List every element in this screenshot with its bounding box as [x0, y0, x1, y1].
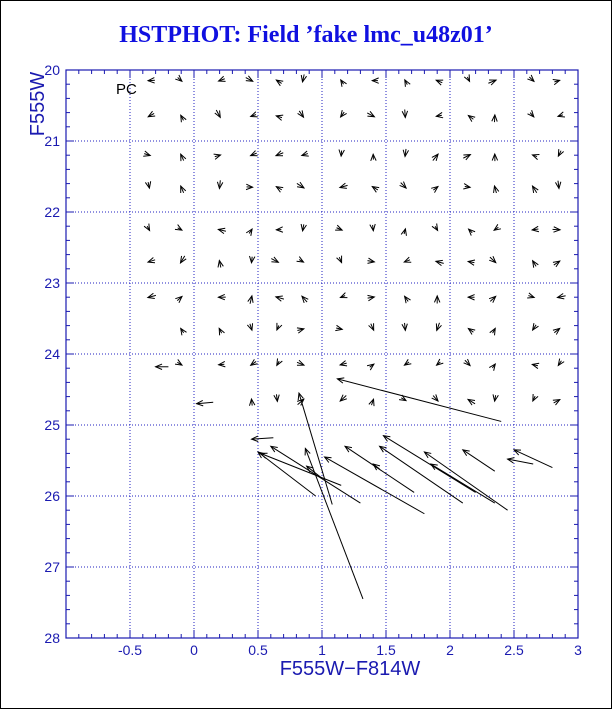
small-vector: [494, 224, 501, 230]
small-vector: [335, 225, 342, 230]
vector-head: [175, 225, 182, 231]
small-vector: [402, 110, 407, 118]
small-vector: [372, 187, 379, 193]
small-vector: [402, 323, 407, 330]
small-vector: [175, 297, 182, 303]
small-vector: [297, 182, 304, 188]
small-vector: [274, 394, 279, 401]
small-vector: [558, 112, 565, 117]
long-vector: [261, 453, 342, 485]
vector-head: [532, 363, 539, 368]
vector-head: [533, 261, 539, 268]
vector-head: [335, 225, 342, 230]
small-vector: [431, 187, 438, 193]
grid-lines: [66, 70, 578, 638]
vector-head: [533, 323, 539, 330]
chart-title: HSTPHOT: Field ’fake lmc_u48z01’: [119, 22, 493, 48]
small-vector: [251, 151, 258, 156]
small-vector: [148, 293, 156, 298]
small-vector: [405, 296, 411, 303]
vector-head: [553, 80, 560, 85]
small-vector: [301, 74, 306, 81]
small-vector: [468, 295, 474, 300]
small-vector: [218, 261, 223, 268]
small-vector: [367, 111, 374, 116]
small-vector: [553, 227, 561, 232]
small-vector: [180, 256, 186, 263]
small-vector: [403, 149, 408, 156]
long-vector: [197, 400, 214, 405]
small-vector: [340, 395, 347, 401]
vector-head: [214, 154, 221, 159]
small-vector: [432, 154, 438, 161]
small-vector: [302, 151, 309, 156]
vector-head: [337, 256, 342, 263]
small-vector: [297, 360, 304, 365]
small-vector: [214, 154, 221, 159]
vector-head: [246, 229, 252, 236]
small-vector: [276, 187, 283, 193]
y-tick-label: 25: [44, 417, 60, 433]
small-vector: [532, 186, 538, 193]
vector-head: [532, 155, 539, 160]
vector-head: [464, 74, 469, 81]
vector-head: [341, 80, 347, 87]
small-vector: [246, 76, 253, 81]
pc-annotation: PC: [116, 81, 137, 98]
vector-head: [468, 399, 475, 405]
small-vector: [340, 361, 347, 366]
small-vector: [175, 75, 182, 81]
vector-head: [297, 257, 304, 263]
long-vector: [305, 448, 363, 599]
long-vector: [337, 378, 501, 422]
small-vector: [219, 328, 224, 335]
x-tick-label: 0: [190, 642, 198, 658]
small-vector: [369, 323, 374, 330]
vector-shaft: [337, 379, 501, 422]
y-tick-label: 27: [44, 559, 60, 575]
small-vector: [527, 293, 534, 298]
small-vector: [301, 224, 306, 231]
vector-head: [276, 187, 283, 193]
small-vector: [219, 361, 226, 366]
vector-head: [463, 450, 470, 456]
small-vector: [432, 394, 438, 401]
vector-shaft: [299, 393, 332, 504]
vector-head: [325, 457, 332, 463]
y-tick-label: 20: [44, 62, 60, 78]
small-vector: [277, 323, 282, 330]
small-vector: [302, 296, 308, 303]
small-vector: [335, 325, 342, 330]
small-vector: [532, 363, 539, 368]
vector-head: [527, 293, 534, 298]
small-vector: [337, 256, 342, 263]
small-vector: [493, 394, 498, 401]
x-tick-label: 1: [318, 642, 326, 658]
vector-shaft: [431, 464, 495, 503]
small-vector: [463, 155, 470, 160]
vector-head: [553, 261, 560, 267]
vector-head: [297, 182, 304, 188]
long-vector: [463, 450, 495, 471]
small-vector: [558, 149, 563, 156]
long-vector: [252, 436, 274, 441]
vector-head: [401, 229, 406, 236]
small-vector: [218, 228, 226, 233]
x-tick-label: 0.5: [248, 642, 268, 658]
long-vector: [258, 452, 316, 496]
small-vector: [468, 116, 475, 122]
vector-head: [276, 80, 283, 86]
small-vector: [248, 296, 253, 304]
vector-head: [404, 257, 411, 262]
small-vector: [468, 399, 475, 405]
long-vector: [431, 464, 495, 503]
small-vector: [276, 227, 283, 232]
small-vector: [405, 80, 410, 87]
small-vector: [404, 359, 411, 365]
vector-field: [143, 74, 565, 599]
vector-head: [533, 394, 538, 401]
long-vector: [514, 450, 552, 468]
small-vector: [175, 225, 182, 231]
small-vector: [436, 260, 444, 265]
small-vector: [527, 75, 534, 81]
small-vector: [489, 364, 495, 371]
vector-head: [558, 359, 564, 366]
small-vector: [297, 257, 304, 263]
small-vector: [181, 154, 186, 161]
long-vector: [424, 452, 507, 510]
small-vector: [181, 115, 186, 122]
small-vector: [217, 180, 222, 188]
small-vector: [469, 229, 476, 235]
small-vector: [340, 293, 347, 298]
vector-shaft: [463, 450, 495, 471]
vector-head: [277, 358, 283, 365]
vector-head: [175, 359, 182, 365]
small-vector: [436, 112, 443, 117]
small-vector: [251, 359, 258, 365]
vector-head: [490, 328, 496, 335]
vector-head: [277, 323, 282, 330]
small-vector: [468, 260, 475, 265]
small-vector: [401, 229, 406, 236]
vector-shaft: [424, 452, 507, 510]
small-vector: [181, 186, 186, 193]
long-vector: [345, 446, 414, 492]
small-vector: [297, 328, 304, 333]
long-vector: [298, 393, 332, 504]
x-tick-label: -0.5: [117, 642, 143, 658]
small-vector: [367, 364, 374, 370]
small-vector: [276, 296, 284, 301]
vector-shaft: [305, 448, 363, 599]
vector-shaft: [258, 452, 316, 496]
x-tick-label: 3: [574, 642, 582, 658]
vector-shaft: [345, 446, 414, 492]
vector-shaft: [261, 453, 342, 485]
small-vector: [148, 258, 155, 263]
small-vector: [436, 323, 441, 331]
small-vector: [400, 182, 406, 188]
small-vector: [436, 80, 443, 85]
small-vector: [558, 359, 564, 366]
vector-head: [383, 436, 390, 442]
small-vector: [370, 224, 375, 231]
small-vector: [432, 224, 438, 231]
small-vector: [246, 184, 253, 189]
y-tick-label: 26: [44, 488, 60, 504]
tick-labels: [44, 62, 582, 658]
small-vector: [464, 74, 469, 81]
small-vector: [276, 151, 283, 156]
long-vector: [383, 436, 475, 493]
small-vector: [251, 112, 258, 117]
vector-head: [180, 256, 186, 263]
long-vector: [156, 364, 169, 369]
y-tick-label: 28: [44, 630, 60, 646]
small-vector: [298, 110, 304, 117]
small-vector: [148, 111, 155, 117]
small-vector: [247, 323, 252, 330]
small-vector: [494, 186, 499, 193]
small-vector: [489, 296, 496, 302]
vector-head: [219, 328, 224, 335]
vector-head: [558, 112, 565, 117]
small-vector: [181, 328, 187, 335]
small-vector: [404, 257, 411, 262]
small-vector: [148, 78, 155, 83]
vector-head: [276, 115, 283, 120]
small-vector: [492, 115, 497, 122]
small-vector: [367, 258, 374, 263]
vector-head: [181, 115, 186, 122]
small-vector: [145, 181, 150, 188]
small-vector: [464, 359, 470, 366]
small-vector: [488, 80, 496, 85]
small-vector: [246, 229, 252, 236]
small-vector: [557, 293, 565, 298]
vector-head: [372, 187, 379, 193]
small-vector: [339, 149, 344, 156]
long-vector: [508, 458, 534, 464]
small-vector: [533, 394, 538, 401]
small-vector: [553, 261, 560, 267]
y-axis-label: F555W: [27, 71, 49, 137]
small-vector: [277, 358, 283, 365]
small-vector: [369, 399, 374, 406]
small-vector: [434, 296, 439, 304]
vector-head: [436, 112, 443, 117]
small-vector: [371, 154, 376, 161]
vector-head: [532, 186, 538, 193]
small-vector: [533, 261, 539, 268]
y-tick-label: 21: [44, 133, 60, 149]
vector-head: [271, 446, 278, 452]
small-vector: [489, 256, 496, 262]
vector-shaft: [514, 450, 552, 468]
small-vector: [276, 80, 283, 86]
vector-head: [251, 112, 258, 117]
small-vector: [144, 224, 150, 231]
small-vector: [532, 226, 539, 231]
small-vector: [276, 115, 283, 120]
vector-head: [405, 80, 410, 87]
vector-head: [404, 359, 411, 365]
small-vector: [532, 155, 539, 160]
small-vector: [175, 359, 182, 365]
small-vector: [143, 151, 150, 156]
vector-head: [558, 149, 563, 156]
small-vector: [468, 329, 475, 335]
small-vector: [492, 154, 497, 161]
small-vector: [219, 76, 226, 81]
small-vector: [553, 328, 560, 334]
small-vector: [250, 256, 255, 263]
small-vector: [528, 110, 534, 117]
y-tick-label: 24: [44, 346, 60, 362]
small-vector: [218, 294, 225, 299]
vector-head: [345, 446, 352, 452]
small-vector: [553, 400, 560, 405]
small-vector: [533, 323, 539, 330]
x-tick-label: 1.5: [376, 642, 396, 658]
y-tick-label: 23: [44, 275, 60, 291]
small-vector: [341, 80, 347, 87]
x-tick-label: 2.5: [504, 642, 524, 658]
small-vector: [372, 78, 378, 83]
small-vector: [437, 359, 444, 365]
small-vector: [367, 295, 374, 300]
small-vector: [490, 328, 496, 335]
vector-head: [432, 224, 438, 231]
small-vector: [553, 80, 560, 85]
x-axis-label: F555W−F814W: [279, 658, 421, 680]
vector-head: [340, 293, 347, 298]
vector-head: [144, 224, 150, 231]
vector-head: [369, 399, 374, 406]
small-vector: [463, 184, 470, 189]
small-vector: [341, 110, 347, 117]
small-vector: [271, 257, 278, 262]
vector-shaft: [383, 436, 475, 493]
small-vector: [340, 183, 348, 188]
small-vector: [249, 399, 254, 406]
small-vector: [215, 110, 220, 117]
vector-head: [181, 328, 187, 335]
y-tick-label: 22: [44, 204, 60, 220]
small-vector: [555, 181, 560, 189]
x-tick-label: 2: [446, 642, 454, 658]
